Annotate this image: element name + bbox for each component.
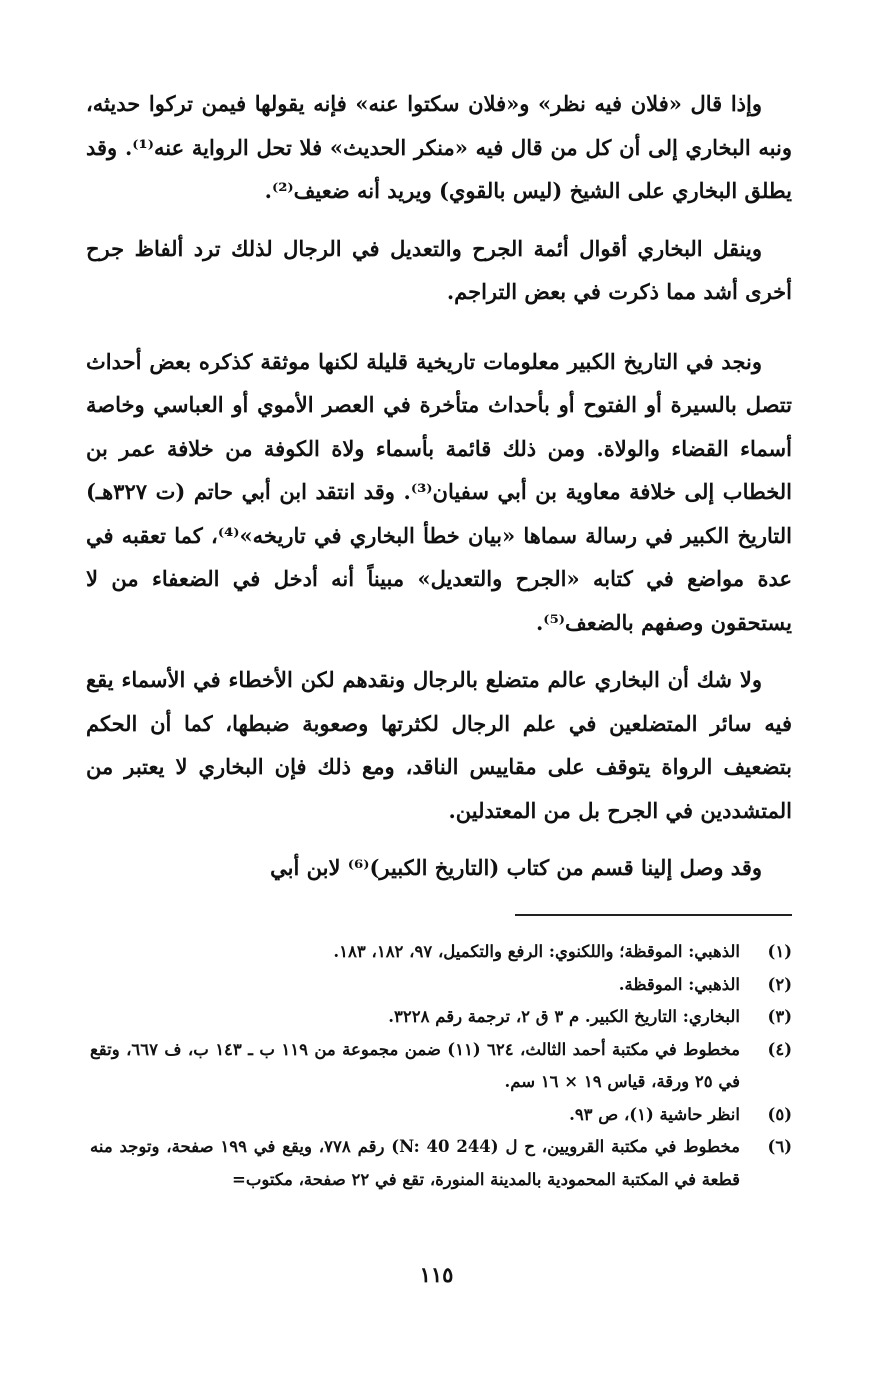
footnote-number: (١) [767,942,792,961]
footnote-text: الذهبي: الموقظة. [618,974,740,994]
footnote-text: الذهبي: الموقظة؛ واللكنوي: الرفع والتكميل، ٩٧، ١٨٢، ١٨٣. [333,942,740,961]
footnote-number: (٢) [767,974,792,994]
paragraph-bukhari-expertise: ولا شك أن البخاري عالم متضلع بالرجال ونقدهم لكن الأخطاء في الأسماء يقع فيه سائر المتضلعين في علم الرجال لكثرتها وصعوبة ضبطها، كما أن الحكم بتضعيف الرواة يتوقف على مقاييس الناقد، ومع ذلك فإن البخاري لا يعتبر من المتشددين في الجرح بل من المعتدلين. [86,667,792,823]
paragraph-historical-info: ونجد في التاريخ الكبير معلومات تاريخية قليلة لكنها موثقة كذكره بعض أحداث تتصل بالسيرة أو الفتوح أو بأحداث متأخرة في العصر الأموي أو العباسي وخاصة أسماء القضاء والولاة. ومن ذلك قائمة بأسماء ولاة الكوفة من خلافة عمر بن الخطاب إلى خلافة معاوية بن أبي سفيان⁽³⁾. وقد انتقد ابن أبي حاتم (ت ٣٢٧هـ) التاريخ الكبير في رسالة سماها «بيان خطأ البخاري في تاريخه»⁽⁴⁾، كما تعقبه في عدة مواضع في كتابه «الجرح والتعديل» مبيناً أنه أدخل في الضعفاء من لا يستحقون وصفهم بالضعف⁽⁵⁾. [86,348,792,635]
footnote-item [90,1131,792,1196]
main-text [86,82,792,890]
footnote-text: البخاري: التاريخ الكبير. م ٣ ق ٢، ترجمة رقم ٣٢٢٨. [388,1007,740,1026]
footnote-number: (٤) [767,1039,792,1059]
page-number: ١١٥ [419,1262,454,1287]
footnote-text: مخطوط في مكتبة القرويين، ح ل (244 N: 40) رقم ٧٧٨، ويقع في ١٩٩ صفحة، وتوجد منه قطعة في المكتبة المحمودية بالمدينة المنورة، تقع في ٢٢ صفحة، مكتوب= [90,1137,741,1189]
footnote-number: (٦) [767,1137,792,1156]
footnote-item [90,1001,792,1034]
footnotes [90,936,792,1196]
paragraph-manuscript-intro: وقد وصل إلينا قسم من كتاب (التاريخ الكبير)⁽⁶⁾ لابن أبي [270,855,762,880]
footnote-item [90,936,792,969]
footnote-text: انظر حاشية (١)، ص ٩٣. [569,1104,740,1124]
footnote-item [90,1099,792,1132]
paragraph-jarh-words: وينقل البخاري أقوال أئمة الجرح والتعديل في الرجال لذلك ترد ألفاظ جرح أخرى أشد مما ذكرت في بعض التراجم. [86,235,792,304]
footnote-number: (٥) [767,1104,792,1124]
footnote-item [90,1034,792,1099]
footnote-item [90,969,792,1002]
footnote-text: مخطوط في مكتبة أحمد الثالث، ٦٢٤ (١١) ضمن مجموعة من ١١٩ ب ـ ١٤٣ ب، ف ٦٦٧، وتقع في ٢٥ ورقة، قياس ١٩ × ١٦ سم. [90,1039,740,1091]
footnote-separator [515,914,792,916]
paragraph-narrators-terms: وإذا قال «فلان فيه نظر» و«فلان سكتوا عنه» فإنه يقولها فيمن تركوا حديثه، ونبه البخاري إلى أن كل من قال فيه «منكر الحديث» فلا تحل الرواية عنه⁽¹⁾. وقد يطلق البخاري على الشيخ (ليس بالقوي) ويريد أنه ضعيف⁽²⁾. [86,91,792,203]
footnote-number: (٣) [767,1007,792,1026]
